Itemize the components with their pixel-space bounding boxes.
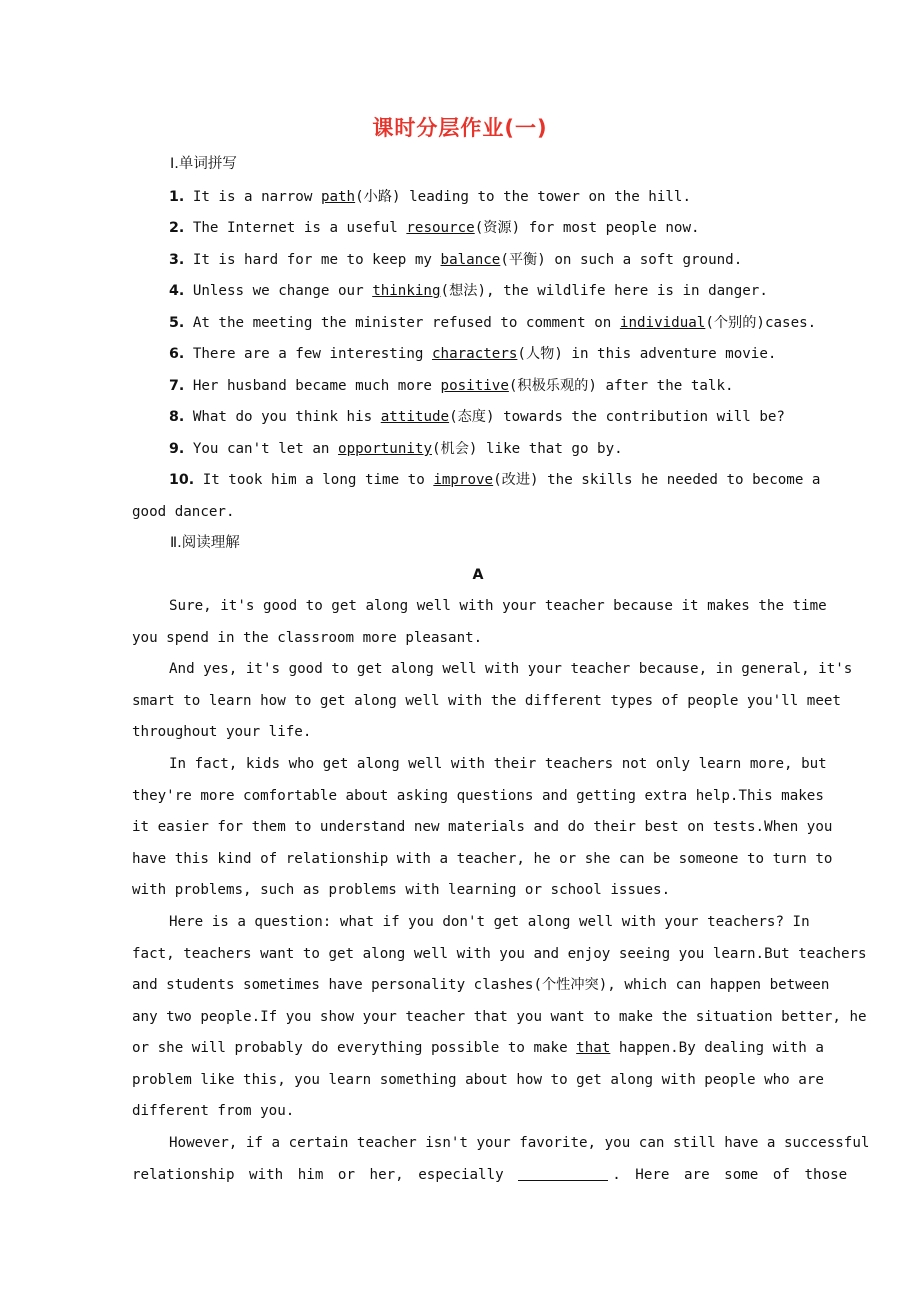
answer-blank[interactable] [518,1166,608,1181]
answer-word: characters [431,346,518,362]
passage-label: A [472,567,484,583]
passage-line: throughout your life. [132,724,312,740]
item-text: (小路) leading to the tower on the hill. [355,189,691,205]
item-text: It is a narrow [192,189,321,205]
passage-line: smart to learn how to get along well with the different types of people you'll meet [132,693,841,709]
passage-line: problem like this, you learn something about how to get along with people who are [132,1072,824,1088]
item-text: (改进) the skills he needed to become a [493,472,821,488]
item-text: You can't let an [192,441,339,457]
passage-line: or she will probably do everything possible to make that happen.By dealing with a [132,1040,824,1056]
answer-word: attitude [380,409,450,425]
spelling-item [169,439,623,459]
passage-line: Here is a question: what if you don't get along well with your teachers? In [169,914,810,930]
answer-word: thinking [372,283,441,299]
spelling-item [169,187,691,207]
spelling-item [169,344,776,364]
spelling-item [169,218,700,238]
answer-word: individual [619,315,706,331]
spelling-item [169,281,768,301]
item-text: Her husband became much more [192,378,441,394]
item-number: 5. [169,315,185,331]
spelling-item [169,313,816,333]
passage-line: fact, teachers want to get along well with you and enjoy seeing you learn.But teachers [132,946,867,962]
item-text: (资源) for most people now. [474,220,700,236]
passage-line: it easier for them to understand new materials and do their best on tests.When you [132,819,833,835]
passage-line: However, if a certain teacher isn't your favorite, you can still have a successful [169,1135,870,1151]
item-number: 10. [169,472,195,488]
item-text: (个别的)cases. [705,315,817,331]
item-10-continuation: good dancer. [132,504,235,520]
item-number: 7. [169,378,185,394]
passage-line: Sure, it's good to get along well with your teacher because it makes the time [169,598,827,614]
item-number: 2. [169,220,185,236]
answer-word: positive [440,378,509,394]
answer-word: opportunity [338,441,432,457]
item-number: 3. [169,252,185,268]
passage-line: they're more comfortable about asking questions and getting extra help.This makes [132,788,824,804]
spelling-item [169,250,742,270]
spelling-item [169,376,734,396]
item-number: 1. [169,189,185,205]
passage-line: In fact, kids who get along well with their teachers not only learn more, but [169,756,827,772]
passage-line: relationship with him or her, especially . Here are some of those [132,1167,848,1183]
item-text: Unless we change our [192,283,373,299]
page-title: 课时分层作业(一) [372,116,548,140]
passage-line: any two people.If you show your teacher that you want to make the situation better, he [132,1009,867,1025]
spelling-item [169,407,785,427]
passage-line: have this kind of relationship with a teacher, he or she can be someone to turn to [132,851,833,867]
item-text: At the meeting the minister refused to comment on [192,315,620,331]
answer-word: resource [406,220,475,236]
item-text: (态度) towards the contribution will be? [449,409,785,425]
item-number: 6. [169,346,185,362]
item-text: The Internet is a useful [192,220,407,236]
spelling-item [169,470,820,490]
item-text: It took him a long time to [202,472,434,488]
item-text: (平衡) on such a soft ground. [500,252,743,268]
passage-line: with problems, such as problems with learning or school issues. [132,882,671,898]
item-number: 4. [169,283,185,299]
answer-word: path [320,189,356,205]
passage-line: and students sometimes have personality clashes(个性冲突), which can happen between [132,977,830,993]
item-number: 9. [169,441,185,457]
item-text: (想法), the wildlife here is in danger. [440,283,768,299]
item-text: (机会) like that go by. [432,441,623,457]
item-text: There are a few interesting [192,346,432,362]
passage-line: you spend in the classroom more pleasant. [132,630,483,646]
section-heading-spelling: Ⅰ.单词拼写 [170,156,237,172]
item-text: It is hard for me to keep my [192,252,441,268]
item-text: (积极乐观的) after the talk. [508,378,734,394]
section-heading-reading: Ⅱ.阅读理解 [170,535,240,551]
answer-word: improve [433,472,494,488]
item-text: What do you think his [192,409,381,425]
answer-word: balance [440,252,501,268]
underlined-word: that [576,1040,611,1056]
item-text: (人物) in this adventure movie. [517,346,777,362]
passage-line: And yes, it's good to get along well with your teacher because, in general, it's [169,661,853,677]
item-number: 8. [169,409,185,425]
passage-line: different from you. [132,1103,295,1119]
